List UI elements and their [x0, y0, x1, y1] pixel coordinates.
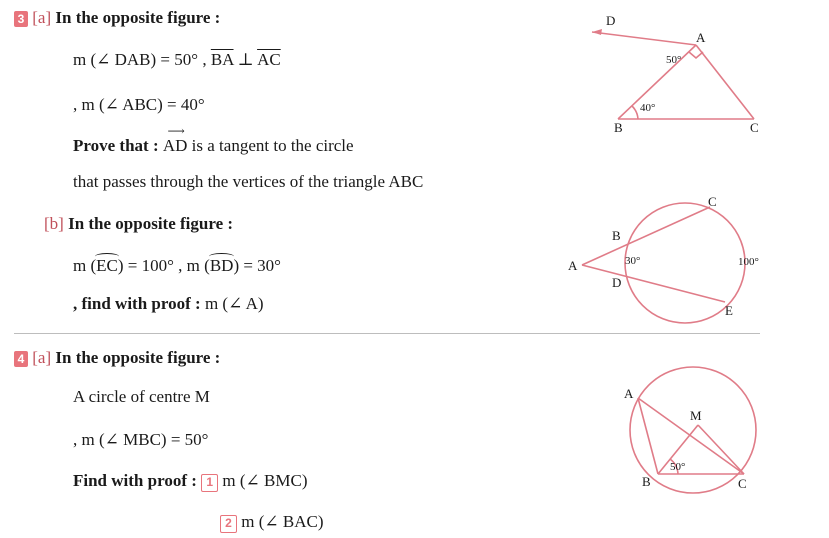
q3b-arc-bd: BD — [210, 256, 234, 276]
q3a-point-c: C — [750, 120, 759, 135]
q4a-point-m: M — [690, 408, 702, 423]
q4-number-badge: 4 — [14, 351, 28, 367]
q4a-heading: In the opposite figure : — [55, 348, 221, 367]
q4a-given-line1: A circle of centre M — [73, 387, 210, 406]
q3b-label: [b] — [44, 214, 64, 233]
q3a-ray-ad: ⟶ AD — [162, 124, 188, 155]
q3b-find-line — [73, 294, 264, 314]
q3b-heading: In the opposite figure : — [68, 214, 234, 233]
q4a-given-line2: , m (∠ MBC) = 50° — [73, 430, 209, 449]
q3-number-badge: 3 — [14, 11, 28, 27]
q3a-line-ac — [696, 45, 754, 119]
q3b-arc-ec: EC — [96, 256, 118, 276]
q3a-label: [a] — [32, 8, 52, 27]
q3b-secant-ac — [582, 207, 710, 265]
q3b-point-b: B — [612, 228, 621, 243]
q3a-angle-dab: m (∠ DAB) = 50° , — [73, 50, 211, 69]
q3a-prove-label: Prove that : — [73, 136, 163, 155]
q3a-point-b: B — [614, 120, 623, 135]
q4a-item2-badge: 2 — [220, 515, 237, 533]
q3b-secant-ae — [582, 265, 725, 302]
q3-header — [14, 8, 220, 28]
q3b-find-label: , find with proof : — [73, 294, 205, 313]
q4a-item1-badge: 1 — [201, 474, 218, 492]
q3b-arc-bd-label: 30° — [625, 255, 641, 267]
q3b-arc-ec-label: 100° — [738, 256, 759, 268]
q3a-figure — [580, 10, 780, 140]
q3a-line-ab — [618, 45, 696, 119]
q3b-header — [44, 214, 233, 234]
q3b-figure — [560, 195, 780, 325]
q4a-label: [a] — [32, 348, 52, 367]
q3b-point-e: E — [725, 303, 733, 318]
q3a-right-angle-mark — [689, 52, 703, 58]
q3a-arrowhead — [592, 29, 602, 35]
q4a-item1-text: m (∠ BMC) — [222, 471, 308, 490]
q3a-prove-rest: is a tangent to the circle — [187, 136, 354, 155]
q3a-angle-abc-label: 40° — [640, 102, 656, 114]
q3a-angle-arc-b — [632, 106, 638, 119]
q3b-point-a: A — [568, 258, 578, 273]
q4a-find-line — [73, 471, 308, 492]
q3a-prove-line — [73, 124, 354, 156]
q3a-angle-dab-label: 50° — [666, 54, 682, 66]
q3a-heading: In the opposite figure : — [55, 8, 221, 27]
q4a-point-b: B — [642, 474, 651, 489]
q3b-point-c: C — [708, 194, 717, 209]
q3a-prove-line2: that passes through the vertices of the triangle ABC — [73, 172, 424, 191]
q4a-angle-mbc-label: 50° — [670, 461, 686, 473]
q3b-point-d: D — [612, 275, 622, 290]
q3a-line-da — [592, 32, 696, 45]
q4a-point-c: C — [738, 476, 747, 491]
q3a-segment-ac: $\overline{AC}$ — [257, 50, 281, 69]
q4-header — [14, 348, 220, 368]
q4a-line-mc — [698, 425, 744, 474]
q3a-point-a: A — [696, 30, 706, 45]
q4a-item2-line — [220, 512, 324, 533]
q3b-given-line: m ( EC) = 100° , m ( BD) = 30° — [73, 256, 281, 276]
q3a-perp-symbol: ⊥ — [233, 50, 258, 69]
section-divider — [14, 333, 760, 334]
q4a-point-a: A — [624, 386, 634, 401]
q3a-segment-ba: $\overline{BA}$ — [210, 50, 234, 69]
q4a-find-label: Find with proof : — [73, 471, 202, 490]
q3a-point-d: D — [606, 13, 616, 28]
q4a-item2-text: m (∠ BAC) — [241, 512, 324, 531]
q3b-find-angle: m (∠ A) — [204, 294, 264, 313]
q3a-given-line1 — [73, 50, 281, 70]
q4a-figure — [618, 358, 788, 498]
q3a-given-line2: , m (∠ ABC) = 40° — [73, 95, 205, 114]
